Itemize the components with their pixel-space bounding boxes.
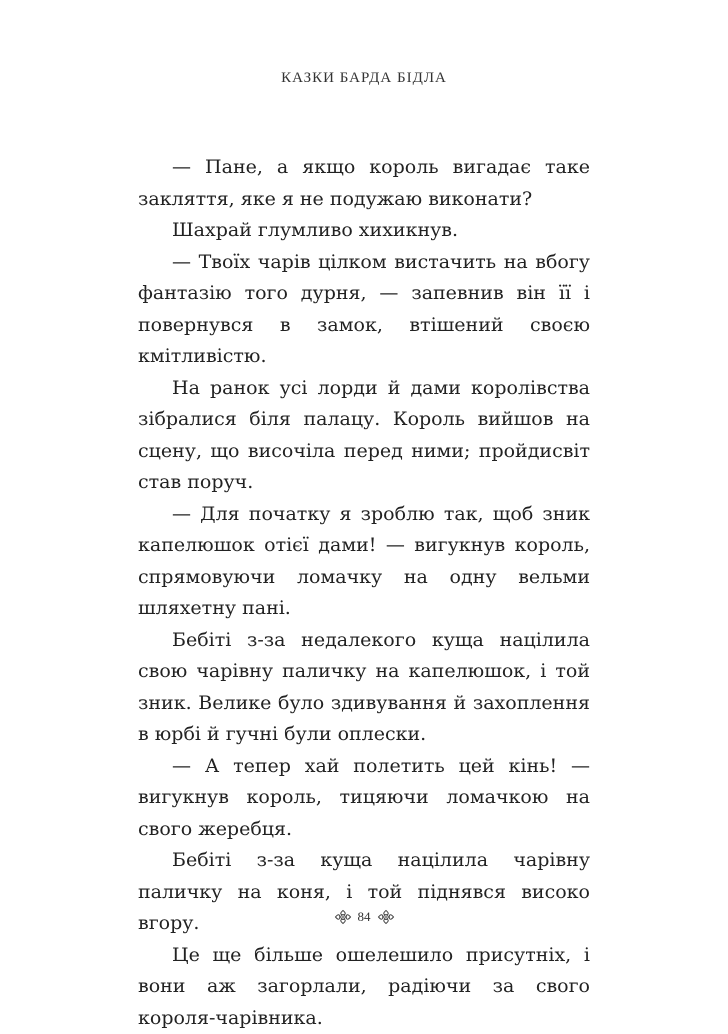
paragraph-5: — Для початку я зроблю так, щоб зник капелюшок отієї дами! — вигукнув король, спрямовуючи ломачку на одну вельми шляхетну пані. — [138, 499, 590, 625]
paragraph-9: Це ще більше ошелешило присутніх, і вони аж загорлали, радіючи за свого короля-чарівника. — [138, 940, 590, 1034]
paragraph-1: — Пане, а якщо король вигадає таке закляття, яке я не подужаю виконати? — [138, 152, 590, 215]
page-footer — [0, 909, 728, 925]
paragraph-2: Шахрай глумливо хихикнув. — [138, 215, 590, 247]
running-header: КАЗКИ БАРДА БІДЛА — [0, 70, 728, 87]
page-body-text — [138, 152, 590, 1034]
paragraph-8: Бебіті з-за куща націлила чарівну паличку на коня, і той піднявся високо вгору. — [138, 845, 590, 940]
paragraph-7: — А тепер хай полетить цей кінь! — вигукнув король, тицяючи ломачкою на свого жеребця. — [138, 751, 590, 846]
paragraph-4: На ранок усі лорди й дами королівства зібралися біля палацу. Король вийшов на сцену, що височіла перед ними; пройдисвіт став поруч. — [138, 373, 590, 499]
floral-ornament-icon — [377, 909, 395, 925]
floral-ornament-icon — [334, 909, 352, 925]
paragraph-6: Бебіті з-за недалекого куща націлила свою чарівну паличку на капелюшок, і той зник. Велике було здивування й захоплення в юрбі й гучні були оплески. — [138, 625, 590, 751]
paragraph-3: — Твоїх чарів цілком вистачить на вбогу фантазію того дурня, — запевнив він її і повернувся в замок, втішений своєю кмітливістю. — [138, 247, 590, 373]
page-number: 84 — [358, 909, 371, 925]
